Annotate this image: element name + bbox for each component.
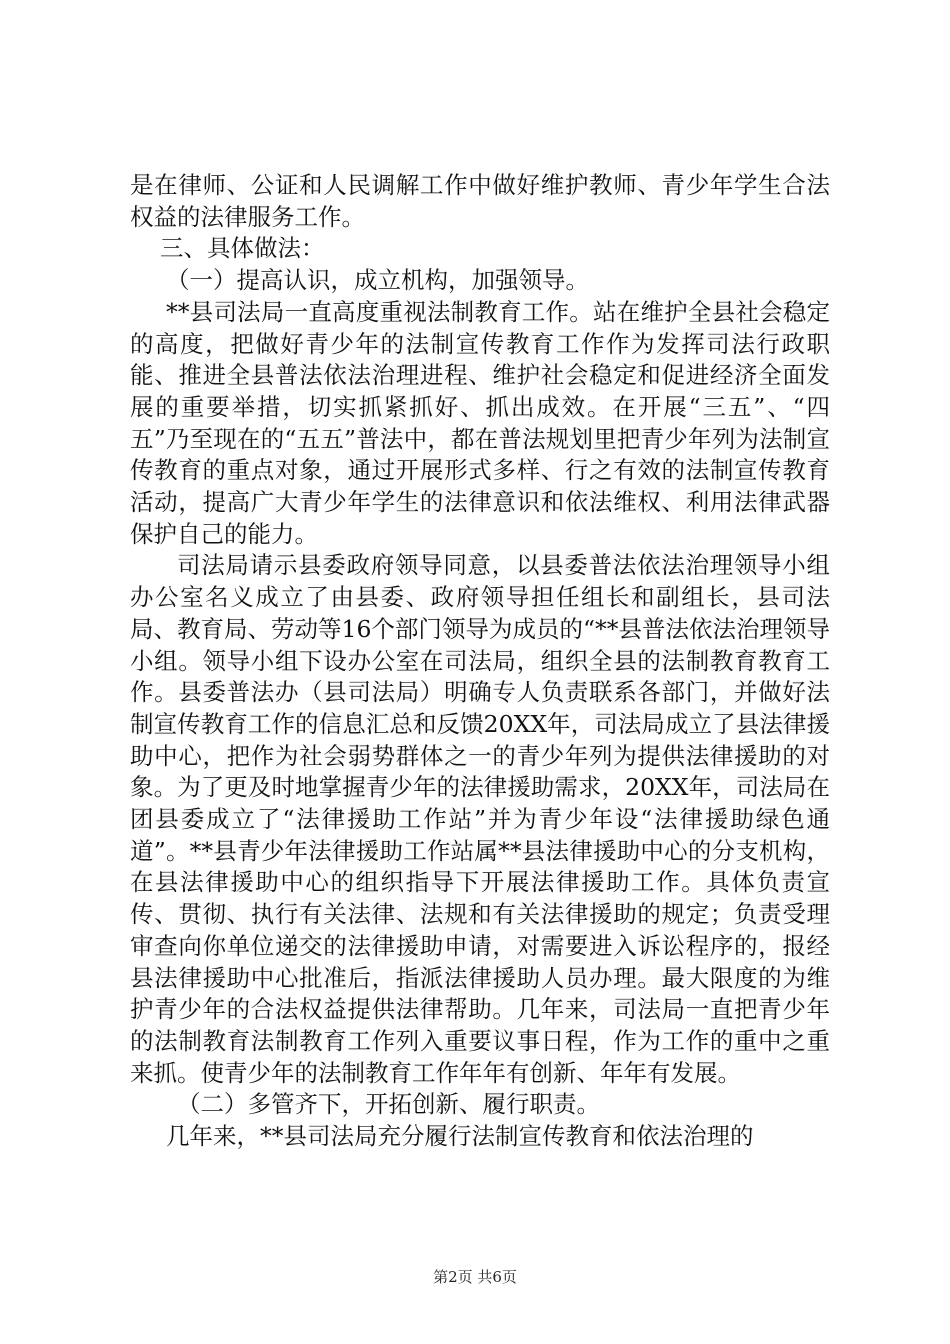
paragraph-leadership-group: 司法局请示县委政府领导同意，以县委普法依法治理领导小组办公室名义成立了由县委、政府领导担任组长和副组长，县司法局、教育局、劳动等16个部门领导为成员的“**县普法依法治理领导小组。领导小组下设办公室在司法局，组织全县的法制教育教育工作。县委普法办（县司法局）明确专人负责联系各部门，并做好法制宣传教育工作的信息汇总和反馈20XX年，司法局成立了县法律援助中心，把作为社会弱势群体之一的青少年列为提供法律援助的对象。为了更及时地掌握青少年的法律援助需求，20XX年，司法局在团县委成立了“法律援助工作站”并为青少年设“法律援助绿色通道”。**县青少年法律援助工作站属**县法律援助中心的分支机构，在县法律援助中心的组织指导下开展法律援助工作。具体负责宣传、贯彻、执行有关法律、法规和有关法律援助的规定；负责受理审查向你单位递交的法律援助申请，对需要进入诉讼程序的，报经县法律援助中心批准后，指派法律援助人员办理。最大限度的为维护青少年的合法权益提供法律帮助。几年来，司法局一直把青少年的法制教育法制教育工作列入重要议事日程，作为工作的重中之重来抓。使青少年的法制教育工作年年有创新、年年有发展。 <box>130 551 830 1087</box>
paragraph-recent-years: 几年来，**县司法局充分履行法制宣传教育和依法治理的 <box>166 1122 754 1151</box>
section-heading-specific-measures: 三、具体做法： <box>160 234 325 263</box>
page-number-footer: 第2页 共6页 <box>433 1268 517 1286</box>
document-body <box>130 170 830 1153</box>
subsection-heading-1: （一）提高认识，成立机构，加强领导。 <box>166 266 589 295</box>
paragraph-continuation: 是在律师、公证和人民调解工作中做好维护教师、青少年学生合法权益的法律服务工作。 <box>130 171 830 231</box>
paragraph-bureau-emphasis: **县司法局一直高度重视法制教育工作。站在维护全县社会稳定的高度，把做好青少年的法制宣传教育工作作为发挥司法行政职能、推进全县普法依法治理进程、维护社会稳定和促进经济全面发展的重要举措，切实抓紧抓好、抓出成效。在开展“三五”、“四五”乃至现在的“五五”普法中，都在普法规划里把青少年列为法制宣传教育的重点对象，通过开展形式多样、行之有效的法制宣传教育活动，提高广大青少年学生的法律意识和依法维权、利用法律武器保护自己的能力。 <box>130 297 830 548</box>
subsection-heading-2: （二）多管齐下，开拓创新、履行职责。 <box>177 1090 600 1119</box>
